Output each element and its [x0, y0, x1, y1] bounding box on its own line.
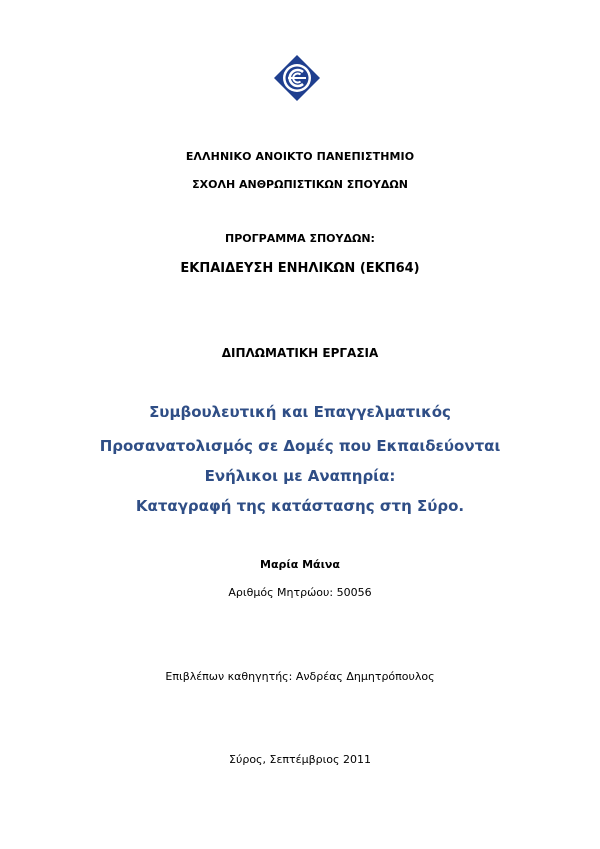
thesis-title-line-1: Συμβουλευτική και Επαγγελματικός: [149, 403, 451, 421]
program-name: ΕΚΠΑΙΔΕΥΣΗ ΕΝΗΛΙΚΩΝ (ΕΚΠ64): [180, 261, 420, 276]
school-name: ΣΧΟΛΗ ΑΝΘΡΩΠΙΣΤΙΚΩΝ ΣΠΟΥΔΩΝ: [192, 178, 408, 191]
document-type: ΔΙΠΛΩΜΑΤΙΚΗ ΕΡΓΑΣΙΑ: [221, 346, 379, 360]
supervisor: Επιβλέπων καθηγητής: Ανδρέας Δημητρόπουλος: [165, 670, 435, 683]
thesis-title-line-2: Προσανατολισμός σε Δομές που Εκπαιδεύονται: [99, 437, 501, 455]
author-name: Μαρία Μάινα: [260, 558, 340, 571]
program-heading: ΠΡΟΓΡΑΜΜΑ ΣΠΟΥΔΩΝ:: [225, 232, 375, 245]
university-name: ΕΛΛΗΝΙΚΟ ΑΝΟΙΚΤΟ ΠΑΝΕΠΙΣΤΗΜΙΟ: [185, 150, 415, 163]
thesis-title-line-3: Ενήλικοι με Αναπηρία:: [204, 467, 396, 485]
place-date: Σύρος, Σεπτέμβριος 2011: [229, 753, 371, 766]
registration-number: Αριθμός Μητρώου: 50056: [228, 586, 372, 599]
university-logo-icon: [273, 54, 321, 102]
thesis-title-line-4: Καταγραφή της κατάστασης στη Σύρο.: [135, 497, 465, 515]
